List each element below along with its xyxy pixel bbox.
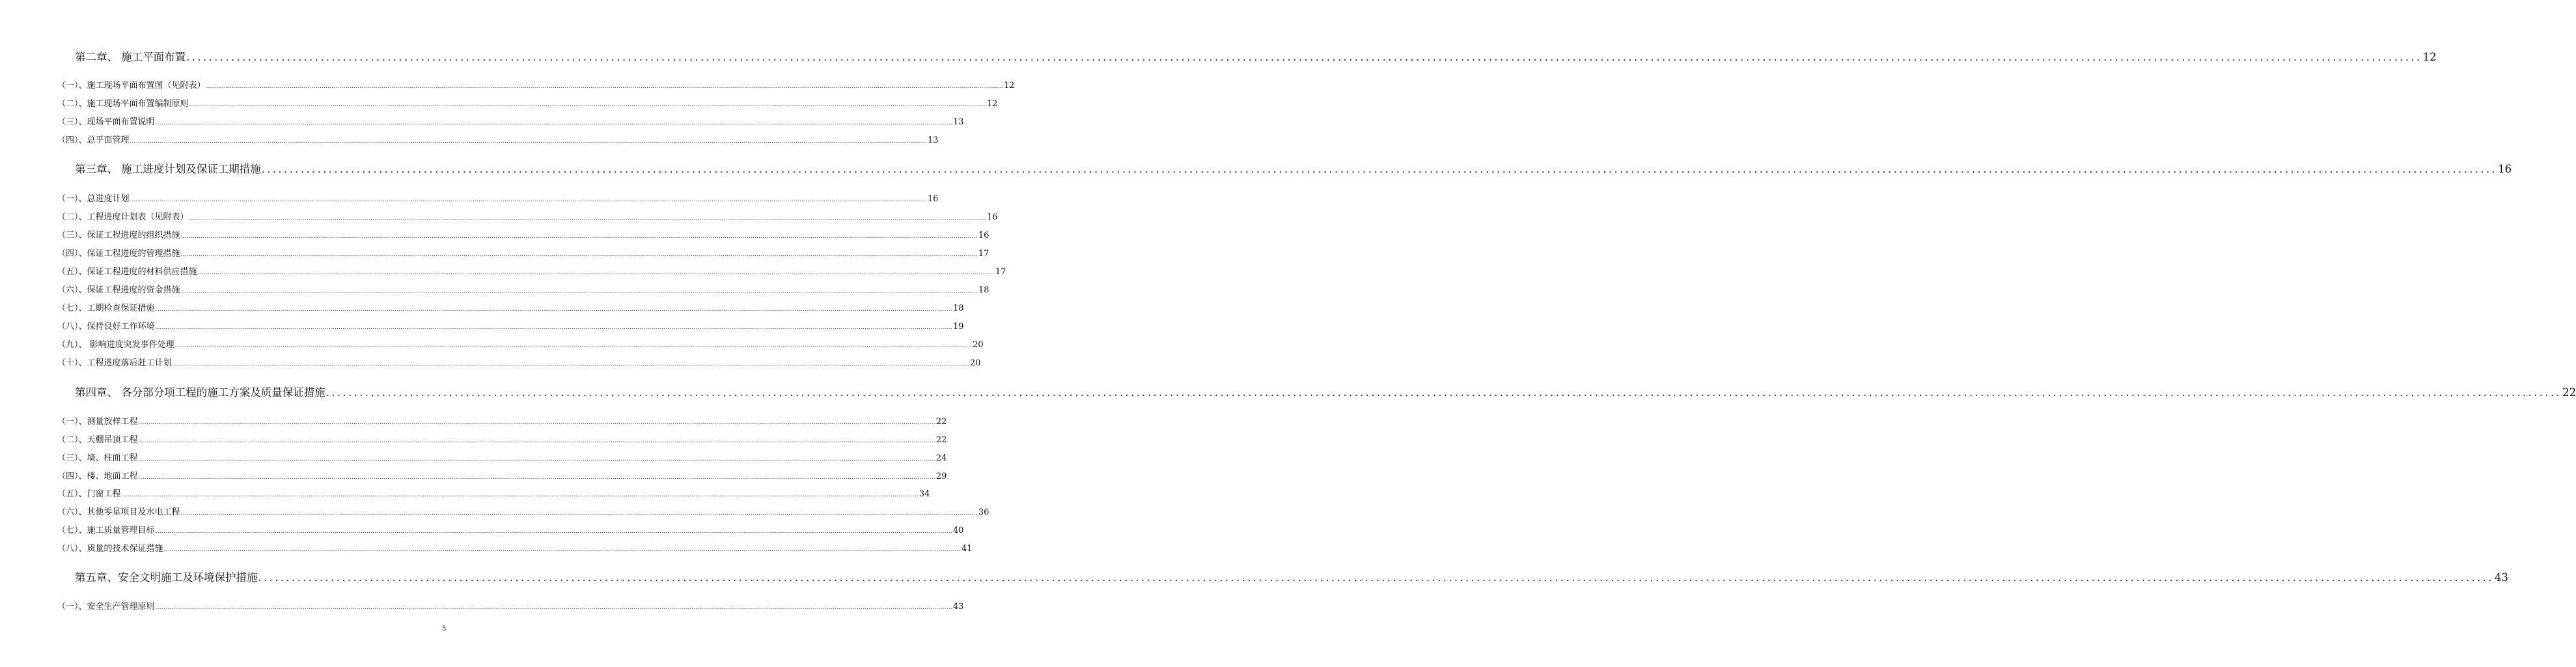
- toc-label: （八）、保持良好工作环境: [57, 322, 155, 332]
- toc-section[interactable]: [57, 523, 964, 535]
- toc-label: （六）、保证工程进度的资金措施: [57, 285, 180, 295]
- dot-leader: ................................................................................................................................................................................................................................................................................................................................................................................................................: [325, 386, 2562, 399]
- dot-leader: ................................................................................................................................................................................................................................................................................................................................................................................................................: [180, 251, 978, 258]
- toc-section[interactable]: [57, 210, 998, 222]
- toc-label: （八）、质量的技术保证措施: [57, 544, 163, 554]
- dot-leader: ................................................................................................................................................................................................................................................................................................................................................................................................................: [261, 163, 2498, 175]
- toc-page-number: 12: [986, 99, 998, 109]
- toc-section[interactable]: [57, 433, 947, 445]
- toc-label: （七）、工期检查保证措施: [57, 304, 155, 313]
- toc-page-number: 20: [969, 358, 981, 368]
- toc-page-number: 12: [1003, 81, 1015, 91]
- toc-page-number: 16: [978, 231, 990, 240]
- toc-label: （一）、安全生产管理原则: [57, 602, 155, 612]
- dot-leader: ................................................................................................................................................................................................................................................................................................................................................................................................................: [138, 474, 935, 481]
- footer-page-number: 5: [442, 625, 447, 632]
- toc-label: （五）、保证工程进度的材料供应措施: [57, 267, 197, 277]
- toc-label: （三）、墙、柱面工程: [57, 453, 138, 463]
- toc-section[interactable]: [57, 192, 939, 204]
- dot-leader: ................................................................................................................................................................................................................................................................................................................................................................................................................: [155, 324, 952, 331]
- toc-section[interactable]: [57, 337, 984, 350]
- toc-section[interactable]: [57, 96, 998, 109]
- toc-page-number: 34: [919, 489, 930, 499]
- dot-leader: ................................................................................................................................................................................................................................................................................................................................................................................................................: [155, 604, 952, 611]
- toc-page-number: 41: [961, 544, 973, 554]
- dot-leader: ................................................................................................................................................................................................................................................................................................................................................................................................................: [197, 270, 995, 276]
- toc-page-number: 40: [952, 526, 964, 535]
- toc-label: （二）、施工现场平面布置编制原则: [57, 99, 189, 109]
- dot-leader: ................................................................................................................................................................................................................................................................................................................................................................................................................: [180, 288, 978, 294]
- toc-section[interactable]: [57, 301, 964, 313]
- dot-leader: ................................................................................................................................................................................................................................................................................................................................................................................................................: [138, 419, 935, 426]
- toc-section[interactable]: [57, 78, 1015, 91]
- toc-label: 第二章、 施工平面布置: [75, 51, 186, 63]
- toc-chapter-3[interactable]: [75, 160, 2512, 176]
- toc-section[interactable]: [57, 133, 939, 145]
- toc-label: （一）、施工现场平面布置图（见附表）: [57, 81, 206, 91]
- toc-section[interactable]: [57, 451, 947, 463]
- dot-leader: ................................................................................................................................................................................................................................................................................................................................................................................................................: [180, 233, 978, 240]
- dot-leader: ................................................................................................................................................................................................................................................................................................................................................................................................................: [174, 343, 972, 349]
- toc-page-number: 20: [972, 340, 984, 350]
- toc-section[interactable]: [57, 487, 930, 499]
- toc-section[interactable]: [57, 356, 981, 368]
- dot-leader: ................................................................................................................................................................................................................................................................................................................................................................................................................: [206, 83, 1003, 90]
- toc-label: （五）、门窗工程: [57, 489, 121, 499]
- toc-label: 第三章、 施工进度计划及保证工期措施: [75, 163, 261, 175]
- toc-label: （九）、 影响进度突发事件处理: [57, 340, 174, 350]
- dot-leader: ................................................................................................................................................................................................................................................................................................................................................................................................................: [130, 197, 927, 203]
- dot-leader: ................................................................................................................................................................................................................................................................................................................................................................................................................: [138, 456, 935, 462]
- dot-leader: ................................................................................................................................................................................................................................................................................................................................................................................................................: [258, 571, 2494, 584]
- dot-leader: ................................................................................................................................................................................................................................................................................................................................................................................................................: [189, 102, 986, 108]
- toc-page-number: 12: [2422, 51, 2437, 63]
- toc-chapter-5[interactable]: [75, 569, 2508, 584]
- toc-label: （十）、工程进度落后赶工计划: [57, 358, 172, 368]
- toc-section[interactable]: [57, 599, 964, 612]
- toc-page-number: 29: [935, 472, 947, 481]
- toc-page-number: 19: [952, 322, 964, 332]
- toc-page-number: 17: [978, 249, 990, 259]
- toc-page-number: 18: [952, 304, 964, 313]
- toc-chapter-2[interactable]: [75, 48, 2437, 64]
- toc-label: （三）、现场平面布置说明: [57, 117, 155, 127]
- toc-section[interactable]: [57, 246, 990, 259]
- toc-section[interactable]: [57, 283, 990, 295]
- toc-page-number: 16: [2498, 163, 2512, 175]
- dot-leader: ................................................................................................................................................................................................................................................................................................................................................................................................................: [186, 51, 2422, 63]
- toc-label: （二）、工程进度计划表（见附表）: [57, 212, 189, 222]
- toc-label: （二）、天棚吊顶工程: [57, 435, 138, 445]
- dot-leader: ................................................................................................................................................................................................................................................................................................................................................................................................................: [138, 438, 935, 444]
- toc-page-number: 13: [927, 135, 939, 145]
- dot-leader: ................................................................................................................................................................................................................................................................................................................................................................................................................: [163, 546, 961, 553]
- dot-leader: ................................................................................................................................................................................................................................................................................................................................................................................................................: [180, 510, 978, 517]
- toc-page-number: 22: [2562, 386, 2576, 399]
- toc-page-number: 24: [935, 453, 947, 463]
- toc-label: （四）、保证工程进度的管理措施: [57, 249, 180, 259]
- toc-label: （一）、总进度计划: [57, 194, 130, 204]
- toc-page-number: 13: [952, 117, 964, 127]
- toc-label: （六）、其他零星项目及水电工程: [57, 507, 180, 517]
- toc-page-number: 36: [978, 507, 990, 517]
- toc-page-number: 43: [952, 602, 964, 612]
- dot-leader: ................................................................................................................................................................................................................................................................................................................................................................................................................: [172, 361, 969, 367]
- toc-section[interactable]: [57, 115, 964, 127]
- toc-page-number: 22: [935, 417, 947, 427]
- dot-leader: ................................................................................................................................................................................................................................................................................................................................................................................................................: [121, 492, 919, 498]
- toc-label: （一）、测量放样工程: [57, 417, 138, 427]
- toc-label: （七）、施工质量管理目标: [57, 526, 155, 535]
- toc-label: 第五章、安全文明施工及环境保护措施: [75, 571, 258, 584]
- toc-section[interactable]: [57, 541, 973, 554]
- toc-page-number: 16: [927, 194, 939, 204]
- toc-section[interactable]: [57, 264, 1006, 277]
- toc-section[interactable]: [57, 505, 990, 517]
- toc-page-number: 18: [978, 285, 990, 295]
- dot-leader: ................................................................................................................................................................................................................................................................................................................................................................................................................: [130, 138, 927, 145]
- toc-page-number: 22: [935, 435, 947, 445]
- toc-label: （四）、总平面管理: [57, 135, 130, 145]
- toc-chapter-4[interactable]: [75, 384, 2576, 399]
- toc-label: （四）、楼、地面工程: [57, 472, 138, 481]
- toc-section[interactable]: [57, 319, 964, 332]
- toc-page-number: 16: [986, 212, 998, 222]
- toc-section[interactable]: [57, 228, 990, 240]
- dot-leader: ................................................................................................................................................................................................................................................................................................................................................................................................................: [189, 215, 986, 221]
- dot-leader: ................................................................................................................................................................................................................................................................................................................................................................................................................: [155, 120, 952, 126]
- dot-leader: ................................................................................................................................................................................................................................................................................................................................................................................................................: [155, 528, 952, 535]
- toc-section[interactable]: [57, 414, 947, 427]
- toc-section[interactable]: [57, 469, 947, 481]
- toc-page-number: 43: [2494, 571, 2508, 584]
- toc-page-number: 17: [995, 267, 1006, 277]
- dot-leader: ................................................................................................................................................................................................................................................................................................................................................................................................................: [155, 306, 952, 313]
- toc-label: 第四章、 各分部分项工程的施工方案及质量保证措施: [75, 386, 325, 399]
- toc-label: （三）、保证工程进度的组织措施: [57, 231, 180, 240]
